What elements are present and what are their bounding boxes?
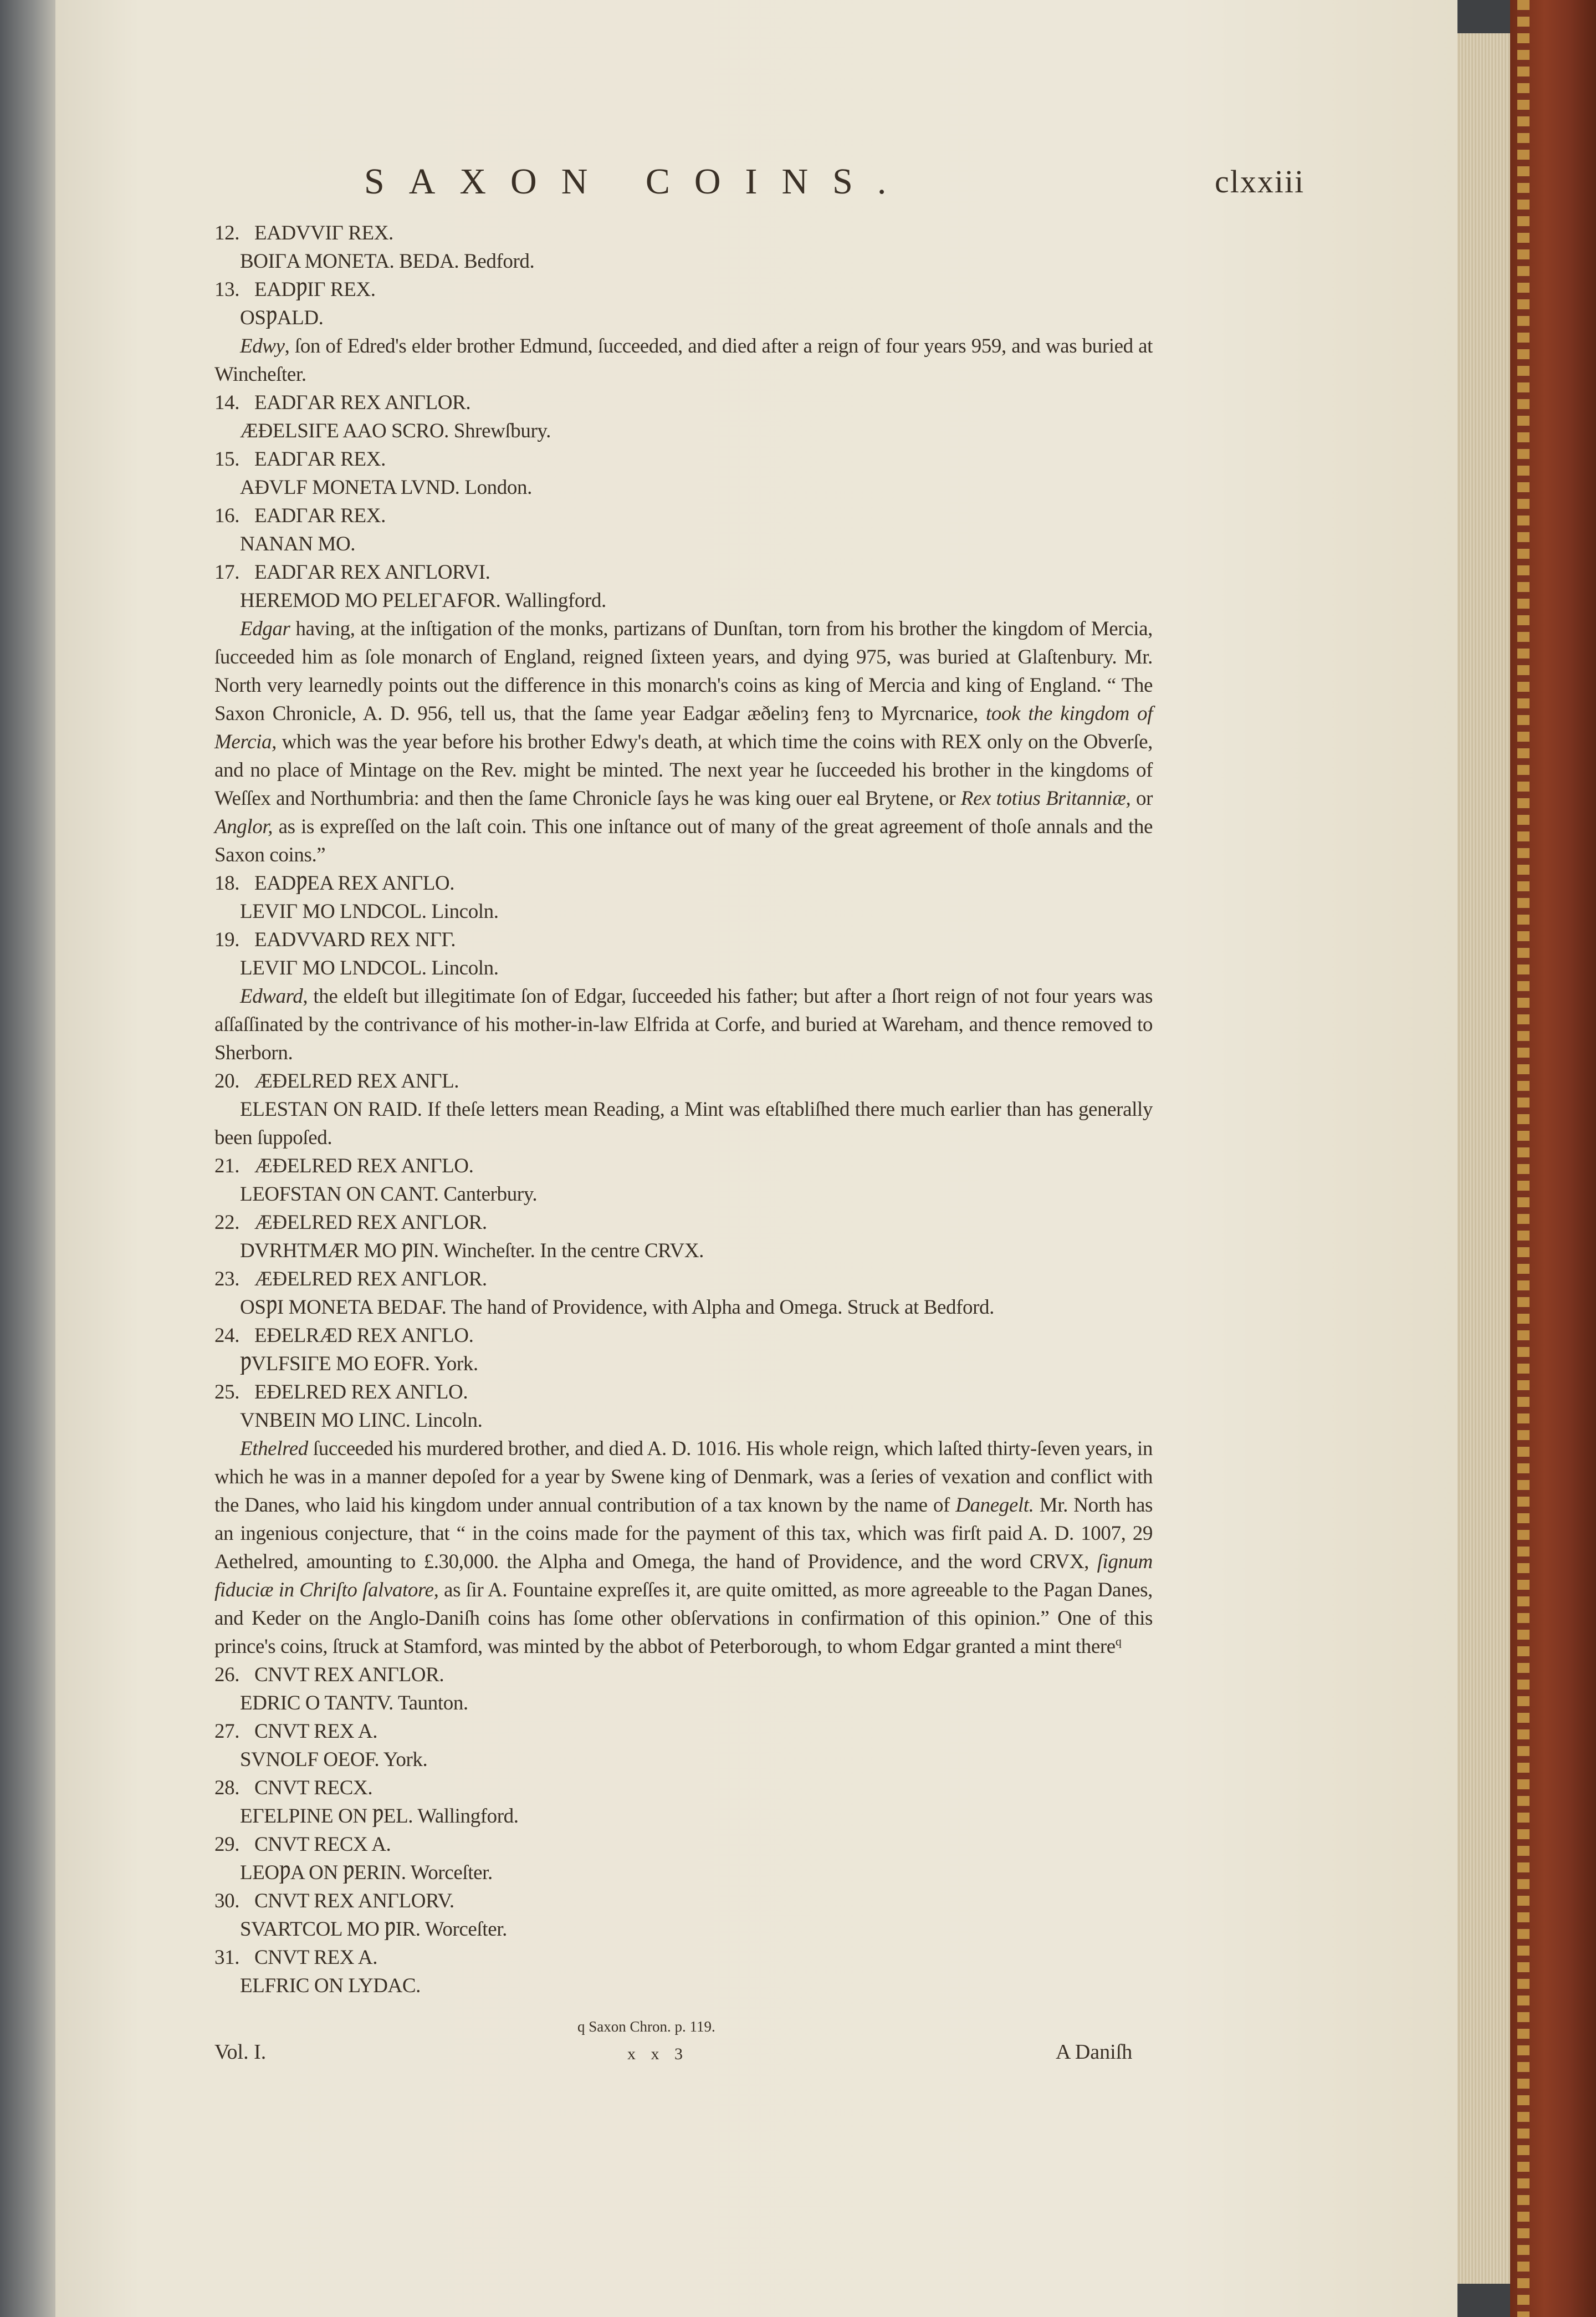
entry-number: 17.: [214, 561, 240, 584]
text-run: having, at the inſtigation of the monks, partizans of Dunſtan, torn from his brother the kingdom of Mercia, ſucceeded him as ſole monarch of England, reigned ſixteen years, and dying 975, was buried at Glaſtenbury. Mr. North very learnedly points out the difference in this monarch's coins as king of Mercia and king of England. “ The Saxon Chronicle, A. D. 956, tell us, that the ſame year Eadgar æðelinȝ fenȝ to Myrcnarice,: [214, 617, 1153, 725]
coin-entry: [214, 502, 1153, 530]
obverse-legend: ÆÐELRED REX ANГLO.: [254, 1155, 474, 1177]
coin-entry: [214, 1152, 1153, 1180]
coin-entry: [214, 219, 1153, 247]
italic-text: ſignum fiduciæ in Chriſto ſalvatore,: [214, 1550, 1153, 1601]
text-run: , ſon of Edred's elder brother Edmund, ſucceeded, and died after a reign of four years 959, and was buried at Wincheſter.: [214, 335, 1153, 386]
text-run: as is expreſſed on the laſt coin. This one inſtance out of many of the great agreement of thoſe annals and the Saxon coins.”: [214, 815, 1153, 866]
text-column: [214, 219, 1153, 2000]
coin-entry: [214, 1717, 1153, 1746]
obverse-legend: EADǷIГ REX.: [254, 278, 376, 301]
italic-text: Edgar: [240, 617, 290, 640]
entry-number: 18.: [214, 872, 240, 895]
footnote: q Saxon Chron. p. 119.: [577, 2018, 715, 2035]
coin-entry: [214, 1830, 1153, 1859]
text-run: ſucceeded his murdered brother, and died A. D. 1016. His whole reign, which laſted thirty-ſeven years, in which he was in a manner depoſed for a year by Swene king of Denmark, was a ſeries of vexation and conflict with the Danes, who laid his kingdom under annual contribution of a tax known by the name of: [214, 1437, 1153, 1517]
obverse-legend: CNVT REX ANГLOR.: [254, 1663, 444, 1686]
obverse-legend: EÐELRÆD REX ANГLO.: [254, 1324, 474, 1347]
entry-number: 30.: [214, 1890, 240, 1912]
signature-mark: x x 3: [627, 2045, 688, 2063]
reverse-legend: BOIГA MONETA. BEDA. Bedford.: [240, 250, 535, 273]
obverse-legend: EADГAR REX ANГLOR.: [254, 391, 471, 414]
entry-number: 19.: [214, 928, 240, 951]
coin-entry: [214, 869, 1153, 897]
volume-mark: Vol. I.: [214, 2040, 267, 2064]
entry-number: 16.: [214, 504, 240, 527]
entry-number: 29.: [214, 1833, 240, 1856]
obverse-legend: ÆÐELRED REX ANГLOR.: [254, 1268, 487, 1290]
italic-text: Ethelred: [240, 1437, 308, 1460]
italic-text: Rex totius Britanniæ,: [960, 787, 1131, 810]
italic-text: took the kingdom of Mercia,: [214, 702, 1153, 753]
obverse-legend: CNVT RECX A.: [254, 1833, 391, 1856]
reverse-legend: LEVIГ MO LNDCOL. Lincoln.: [240, 957, 499, 979]
obverse-legend: CNVT RECX.: [254, 1777, 373, 1799]
obverse-legend: EADГAR REX.: [254, 448, 386, 471]
entry-number: 12.: [214, 222, 240, 244]
obverse-legend: EADǷEA REX ANГLO.: [254, 872, 455, 895]
entry-number: 21.: [214, 1155, 240, 1177]
text-run: as ſir A. Fountaine expreſſes it, are quite omitted, as more agreeable to the Pagan Danes, and Keder on the Anglo-Daniſh coins has ſome other obſervations in confirmation of this opinion.” One of this prince's coins, ſtruck at Stamford, was minted by the abbot of Peterborough, to whom Edgar granted a mint there: [214, 1579, 1153, 1658]
reverse-legend: SVNOLF OEOF. York.: [240, 1748, 428, 1771]
entry-number: 14.: [214, 391, 240, 414]
reverse-legend: EDRIC O TANTV. Taunton.: [240, 1692, 468, 1714]
entry-number: 20.: [214, 1070, 240, 1093]
reverse-legend: HEREMOD MO PELEГAFOR. Wallingford.: [240, 589, 606, 612]
paragraph: [214, 615, 1153, 869]
paragraph: [214, 982, 1153, 1067]
obverse-legend: CNVT REX A.: [254, 1720, 378, 1743]
coin-entry: [214, 1208, 1153, 1237]
entry-number: 25.: [214, 1381, 240, 1404]
footnote-ref: q: [1115, 1634, 1122, 1649]
reverse-legend: OSǷALD.: [240, 307, 324, 329]
catchword: A Daniſh: [1056, 2040, 1133, 2064]
italic-text: Danegelt.: [955, 1494, 1034, 1517]
reverse-legend: OSǷI MONETA BEDAF. The hand of Providence, with Alpha and Omega. Struck at Bedford.: [240, 1296, 995, 1319]
obverse-legend: ÆÐELRED REX ANГL.: [254, 1070, 459, 1093]
gilt-tooling: [1517, 0, 1530, 2317]
obverse-legend: EÐELRED REX ANГLO.: [254, 1381, 468, 1404]
text-run: , the eldeſt but illegitimate ſon of Edgar, ſucceeded his father; but after a ſhort reign of not four years was aſſaſſinated by the contrivance of his mother-in-law Elfrida at Corfe, and buried at Wareham, and thence removed to Sherborn.: [214, 985, 1153, 1064]
obverse-legend: EADVVARD REX NГГ.: [254, 928, 456, 951]
entry-number: 27.: [214, 1720, 240, 1743]
obverse-legend: CNVT REX A.: [254, 1946, 378, 1969]
reverse-legend: LEOǷA ON ǷERIN. Worceſter.: [240, 1861, 493, 1884]
reverse-legend: NANAN MO.: [240, 533, 356, 555]
entry-number: 28.: [214, 1777, 240, 1799]
coin-entry: [214, 1378, 1153, 1406]
page-footer: [214, 2018, 1173, 2073]
obverse-legend: CNVT REX ANГLORV.: [254, 1890, 454, 1912]
entry-number: 26.: [214, 1663, 240, 1686]
paragraph: [214, 1435, 1153, 1661]
italic-text: Anglor,: [214, 815, 273, 838]
coin-entry: [214, 1887, 1153, 1915]
reverse-legend: LEOFSTAN ON CANT. Canterbury.: [240, 1183, 538, 1206]
coin-entry: [214, 389, 1153, 417]
coin-entry: [214, 1321, 1153, 1350]
reverse-legend: ELFRIC ON LYDAC.: [240, 1974, 421, 1997]
entry-number: 24.: [214, 1324, 240, 1347]
running-header: [214, 161, 1305, 205]
reverse-legend: LEVIГ MO LNDCOL. Lincoln.: [240, 900, 499, 923]
page-number: clxxiii: [1215, 164, 1305, 200]
coin-entry: [214, 558, 1153, 586]
reverse-legend: EГELPINE ON ǷEL. Wallingford.: [240, 1805, 519, 1828]
coin-entry: [214, 1265, 1153, 1293]
text-run: or: [1130, 787, 1153, 810]
text-run: ELESTAN ON RAID. If theſe letters mean Reading, a Mint was eſtabliſhed there much earlier than has generally been ſuppoſed.: [214, 1098, 1153, 1149]
italic-text: Edwy: [240, 335, 285, 358]
text-run: which was the year before his brother Edwy's death, at which time the coins with REX only on the Obverſe, and no place of Mintage on the Rev. might be minted. The next year he ſucceeded his brother in the kingdoms of Weſſex and Northumbria: and then the ſame Chronicle ſays he was king ouer eal Brytene, or: [214, 731, 1153, 810]
left-page-edge: [0, 0, 61, 2317]
entry-number: 31.: [214, 1946, 240, 1969]
reverse-legend: ÆÐELSIГE AAO SCRO. Shrewſbury.: [240, 420, 551, 442]
paragraph: [214, 1095, 1153, 1152]
reverse-legend: SVARTCOL MO ǷIR. Worceſter.: [240, 1918, 507, 1941]
obverse-legend: EADVVIГ REX.: [254, 222, 393, 244]
reverse-legend: ǷVLFSIГE MO EOFR. York.: [240, 1353, 478, 1375]
obverse-legend: EADГAR REX ANГLORVI.: [254, 561, 490, 584]
text-run: Mr. North has an ingenious conjecture, that “ in the coins made for the payment of this tax, which was firſt paid A. D. 1007, 29 Aethelred, amounting to £.30,000. the Alpha and Omega, the hand of Providence, and the word CRVX,: [214, 1494, 1153, 1573]
running-title: SAXON COINS.: [364, 161, 911, 202]
coin-entry: [214, 1661, 1153, 1689]
page-edges: [1457, 33, 1510, 2284]
coin-entry: [214, 445, 1153, 473]
obverse-legend: EADГAR REX.: [254, 504, 386, 527]
coin-entry: [214, 275, 1153, 304]
entry-number: 15.: [214, 448, 240, 471]
coin-entry: [214, 926, 1153, 954]
reverse-legend: VNBEIN MO LINC. Lincoln.: [240, 1409, 483, 1432]
coin-entry: [214, 1943, 1153, 1972]
reverse-legend: DVRHTMÆR MO ǷIN. Wincheſter. In the centre CRVX.: [240, 1239, 704, 1262]
reverse-legend: AÐVLF MONETA LVND. London.: [240, 476, 532, 499]
obverse-legend: ÆÐELRED REX ANГLOR.: [254, 1211, 487, 1234]
italic-text: Edward: [240, 985, 303, 1008]
coin-entry: [214, 1067, 1153, 1095]
entry-number: 13.: [214, 278, 240, 301]
paragraph: [214, 332, 1153, 389]
entry-number: 22.: [214, 1211, 240, 1234]
coin-entry: [214, 1774, 1153, 1802]
entry-number: 23.: [214, 1268, 240, 1290]
